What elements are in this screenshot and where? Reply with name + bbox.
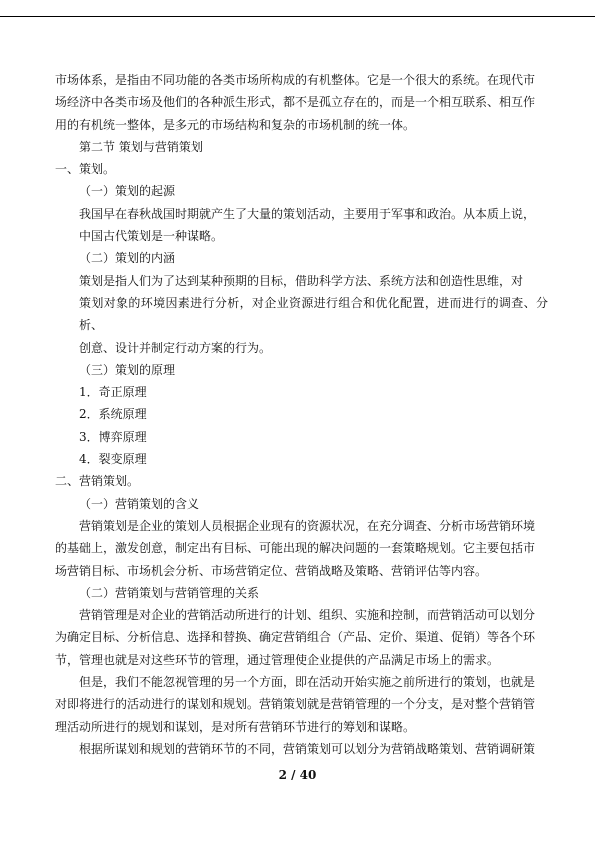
body-line: 营销管理是对企业的营销活动所进行的计划、组织、实施和控制，而营销活动可以划分 xyxy=(79,608,536,623)
body-line: 创意、设计并制定行动方案的行为。 xyxy=(79,340,272,355)
body-line: 为确定目标、分析信息、选择和替换、确定营销组合（产品、定价、渠道、促销）等各个环 xyxy=(55,630,536,645)
list-item: 3．博弈原理 xyxy=(79,429,147,444)
body-line: 理活动所进行的规划和谋划，是对所有营销环节进行的筹划和谋略。 xyxy=(55,719,416,734)
body-line: 策划是指人们为了达到某种预期的目标，借助科学方法、系统方法和创造性思维，对 xyxy=(79,273,524,288)
body-line: 根据所谋划和规划的营销环节的不同，营销策划可以划分为营销战略策划、营销调研策 xyxy=(79,741,536,756)
body-line: 策划对象的环境因素进行分析，对企业资源进行组合和优化配置，进而进行的调查、分析、 xyxy=(79,295,548,333)
body-line: 用的有机统一整体，是多元的市场结构和复杂的市场机制的统一体。 xyxy=(55,117,416,132)
body-line: 节，管理也就是对这些环节的管理，通过管理使企业提供的产品满足市场上的需求。 xyxy=(55,652,500,667)
body-line: 但是，我们不能忽视管理的另一个方面，即在活动开始实施之前所进行的策划，也就是 xyxy=(79,675,536,690)
section-heading: 第二节 策划与营销策划 xyxy=(79,139,203,154)
body-line: 场经济中各类市场及他们的各种派生形式，都不是孤立存在的，而是一个相互联系、相互作 xyxy=(55,95,536,110)
heading-level-1: 一、策划。 xyxy=(55,162,116,177)
body-line: 我国早在春秋战国时期就产生了大量的策划活动，主要用于军事和政治。从本质上说， xyxy=(79,206,536,221)
heading-level-2: （二）策划的内涵 xyxy=(79,251,176,266)
heading-level-1: 二、营销策划。 xyxy=(55,474,140,489)
body-line: 中国古代策划是一种谋略。 xyxy=(79,229,224,244)
body-line: 对即将进行的活动进行的谋划和规划。营销策划就是营销管理的一个分支，是对整个营销管 xyxy=(55,697,536,712)
heading-level-2: （一）营销策划的含义 xyxy=(79,496,200,511)
document-body xyxy=(55,69,548,760)
list-item: 2．系统原理 xyxy=(79,407,147,422)
body-line: 的基础上，激发创意，制定出有目标、可能出现的解决问题的一套策略规划。它主要包括市 xyxy=(55,541,536,556)
heading-level-2: （一）策划的起源 xyxy=(79,184,176,199)
list-item: 4．裂变原理 xyxy=(79,452,147,467)
heading-level-2: （三）策划的原理 xyxy=(79,362,176,377)
page-number: 2 / 40 xyxy=(278,768,317,782)
body-line: 营销策划是企业的策划人员根据企业现有的资源状况，在充分调查、分析市场营销环境 xyxy=(79,518,536,533)
heading-level-2: （二）营销策划与营销管理的关系 xyxy=(79,585,260,600)
body-line: 场营销目标、市场机会分析、市场营销定位、营销战略及策略、营销评估等内容。 xyxy=(55,563,488,578)
list-item: 1．奇正原理 xyxy=(79,385,147,400)
header-rule xyxy=(0,16,595,17)
body-line: 市场体系，是指由不同功能的各类市场所构成的有机整体。它是一个很大的系统。在现代市 xyxy=(55,73,536,87)
